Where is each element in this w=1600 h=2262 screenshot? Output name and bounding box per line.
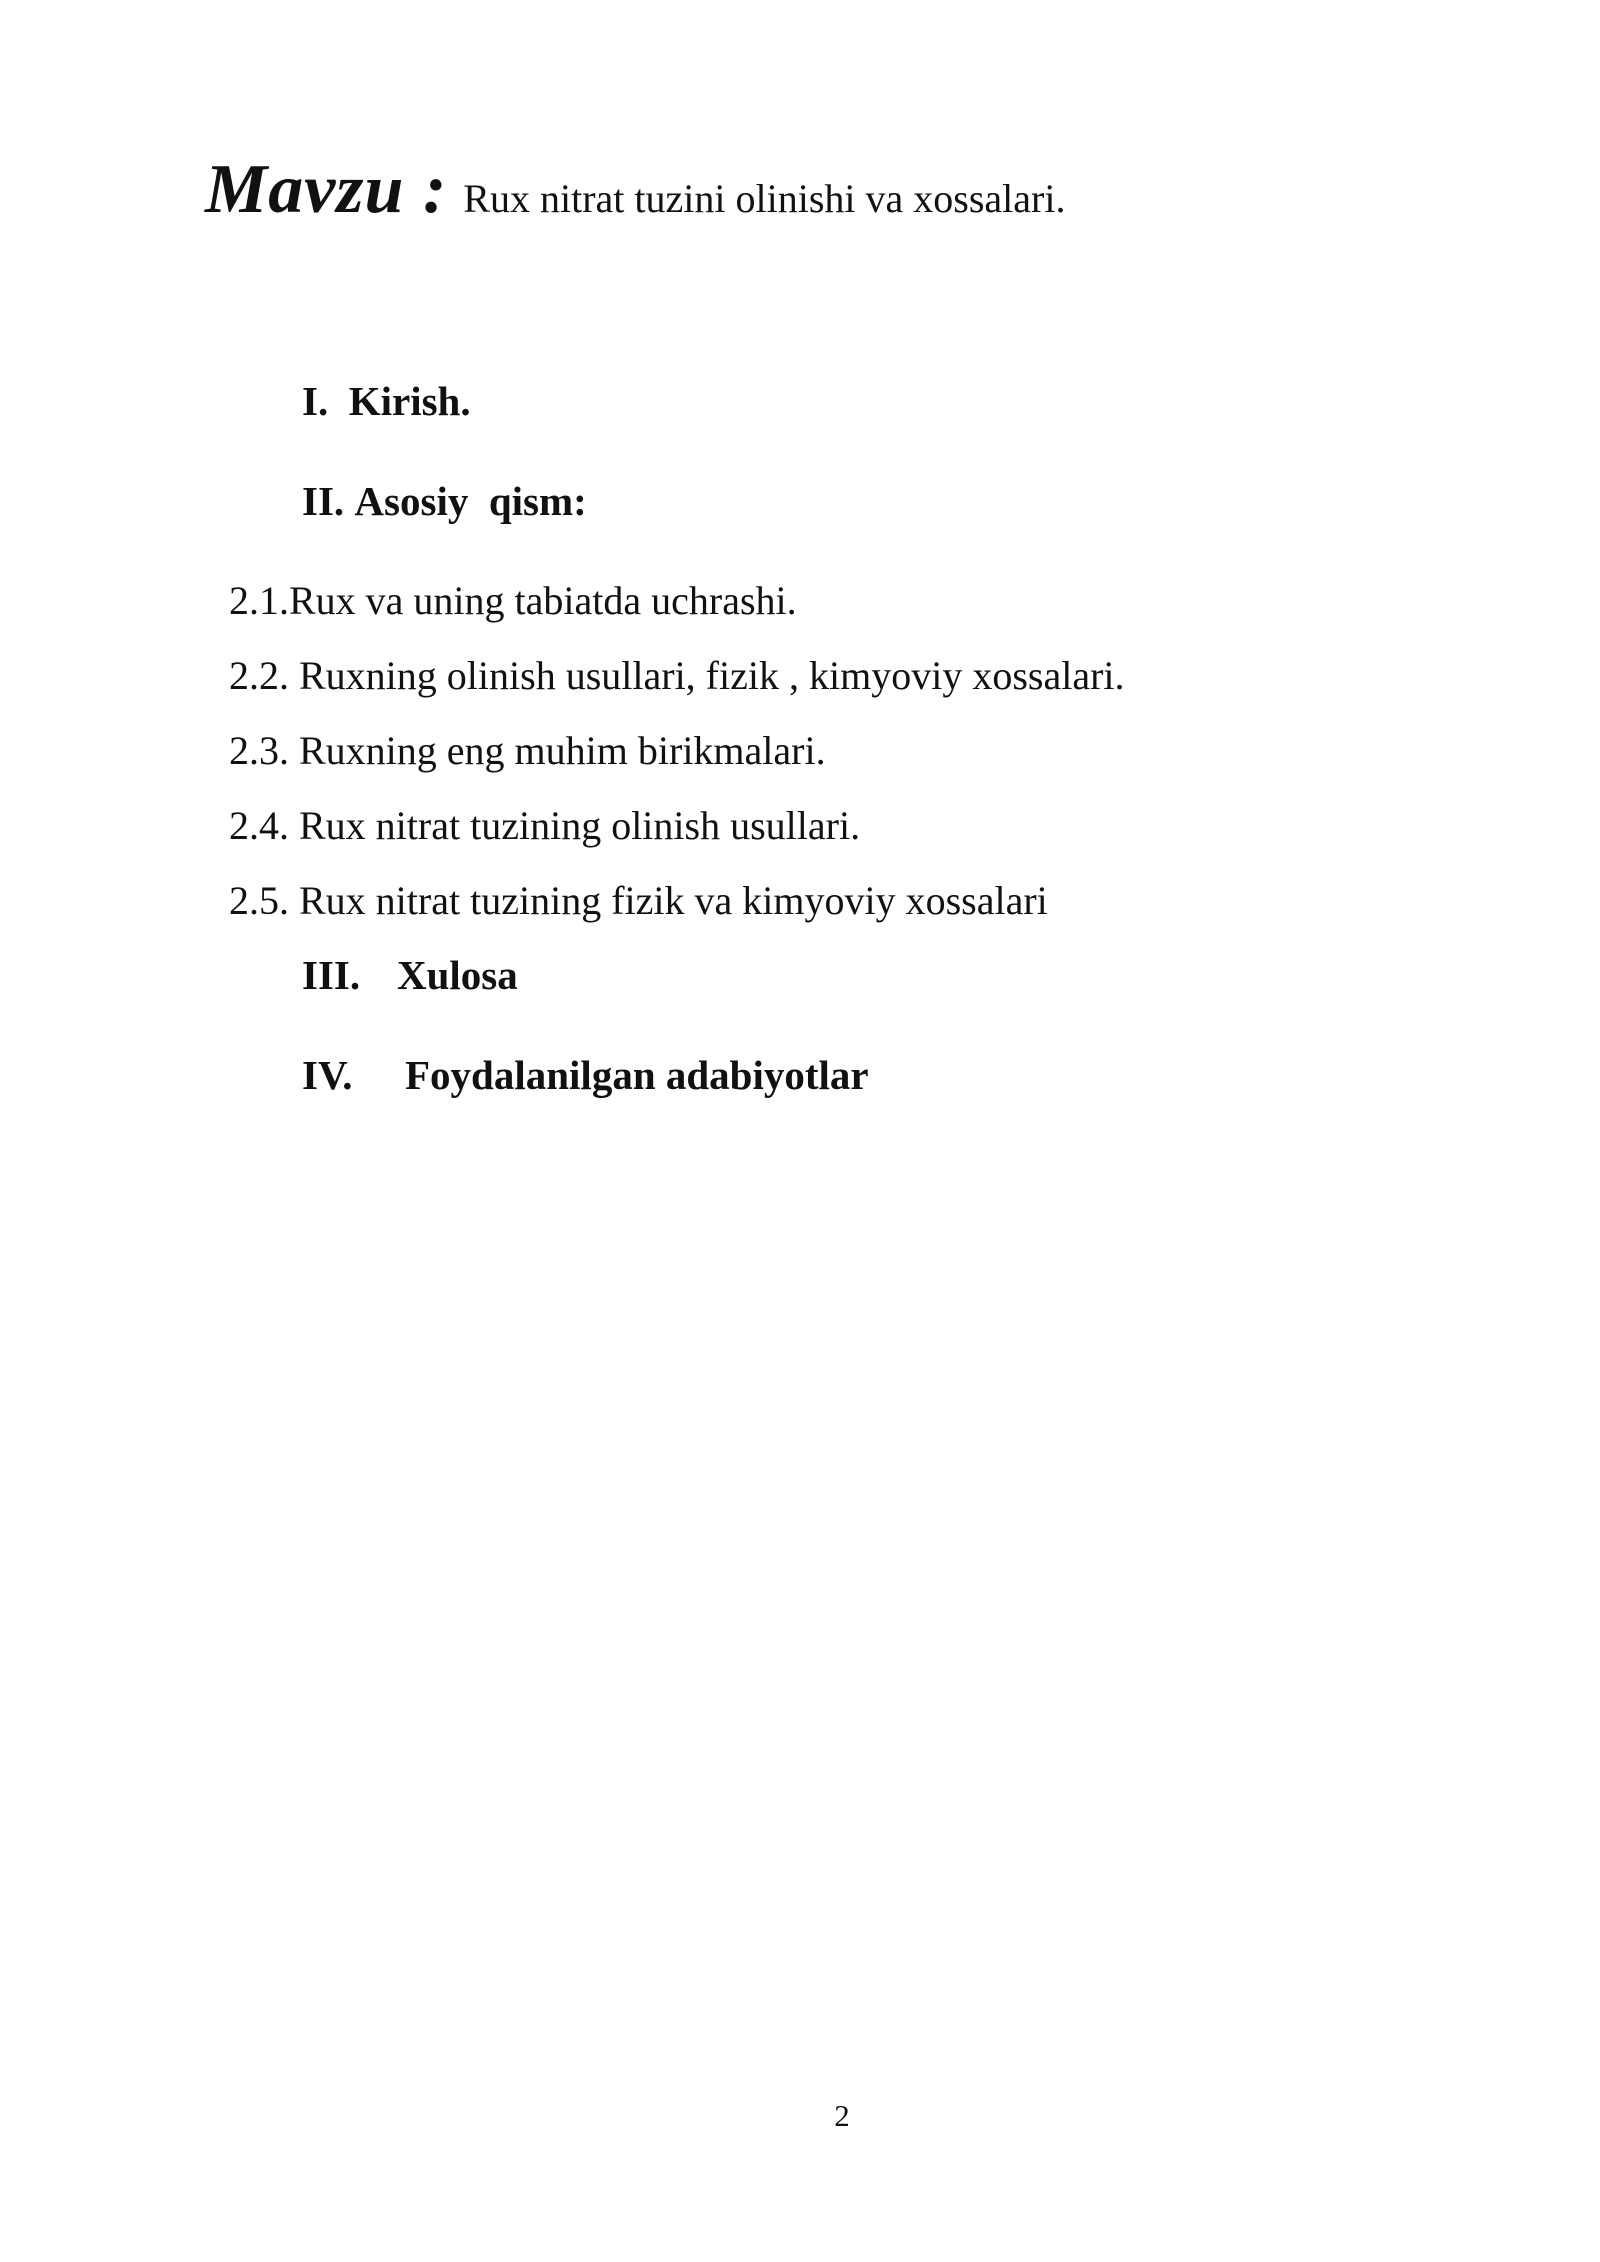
toc-item-number: 2.4.	[229, 803, 289, 848]
toc-item-number: 2.3.	[229, 728, 289, 773]
toc-item-main-part	[302, 477, 587, 525]
toc-item-references	[302, 1051, 869, 1099]
toc-item-label: Rux va uning tabiatda uchrashi.	[289, 578, 797, 623]
toc-item-label: Asosiy qism:	[354, 478, 587, 524]
toc-item-introduction	[302, 377, 471, 425]
toc-item-number: IV.	[302, 1052, 353, 1098]
toc-item-label: Ruxning eng muhim birikmalari.	[299, 728, 826, 773]
toc-subitem-2-2	[229, 652, 1125, 699]
toc-subitem-2-1	[229, 577, 797, 624]
toc-item-label: Ruxning olinish usullari, fizik , kimyoviy xossalari.	[299, 653, 1125, 698]
toc-item-label: Foydalanilgan adabiyotlar	[405, 1052, 869, 1098]
toc-item-number: I.	[302, 378, 329, 424]
topic-label: Mavzu :	[205, 151, 448, 228]
toc-subitem-2-3	[229, 727, 826, 774]
toc-item-label: Xulosa	[397, 952, 518, 998]
toc-subitem-2-4	[229, 802, 860, 849]
topic-title: Rux nitrat tuzini olinishi va xossalari.	[463, 176, 1066, 221]
toc-item-number: 2.1.	[229, 578, 289, 623]
topic-heading	[205, 150, 1065, 230]
toc-item-number: 2.5.	[229, 878, 289, 923]
toc-item-label: Rux nitrat tuzining olinish usullari.	[299, 803, 861, 848]
toc-item-label: Rux nitrat tuzining fizik va kimyoviy xossalari	[299, 878, 1048, 923]
page-number: 2	[834, 2098, 850, 2133]
toc-item-number: III.	[302, 952, 361, 998]
toc-item-number: II.	[302, 478, 345, 524]
toc-item-label: Kirish.	[348, 378, 471, 424]
toc-item-conclusion	[302, 951, 518, 999]
toc-item-number: 2.2.	[229, 653, 289, 698]
toc-subitem-2-5	[229, 877, 1048, 924]
